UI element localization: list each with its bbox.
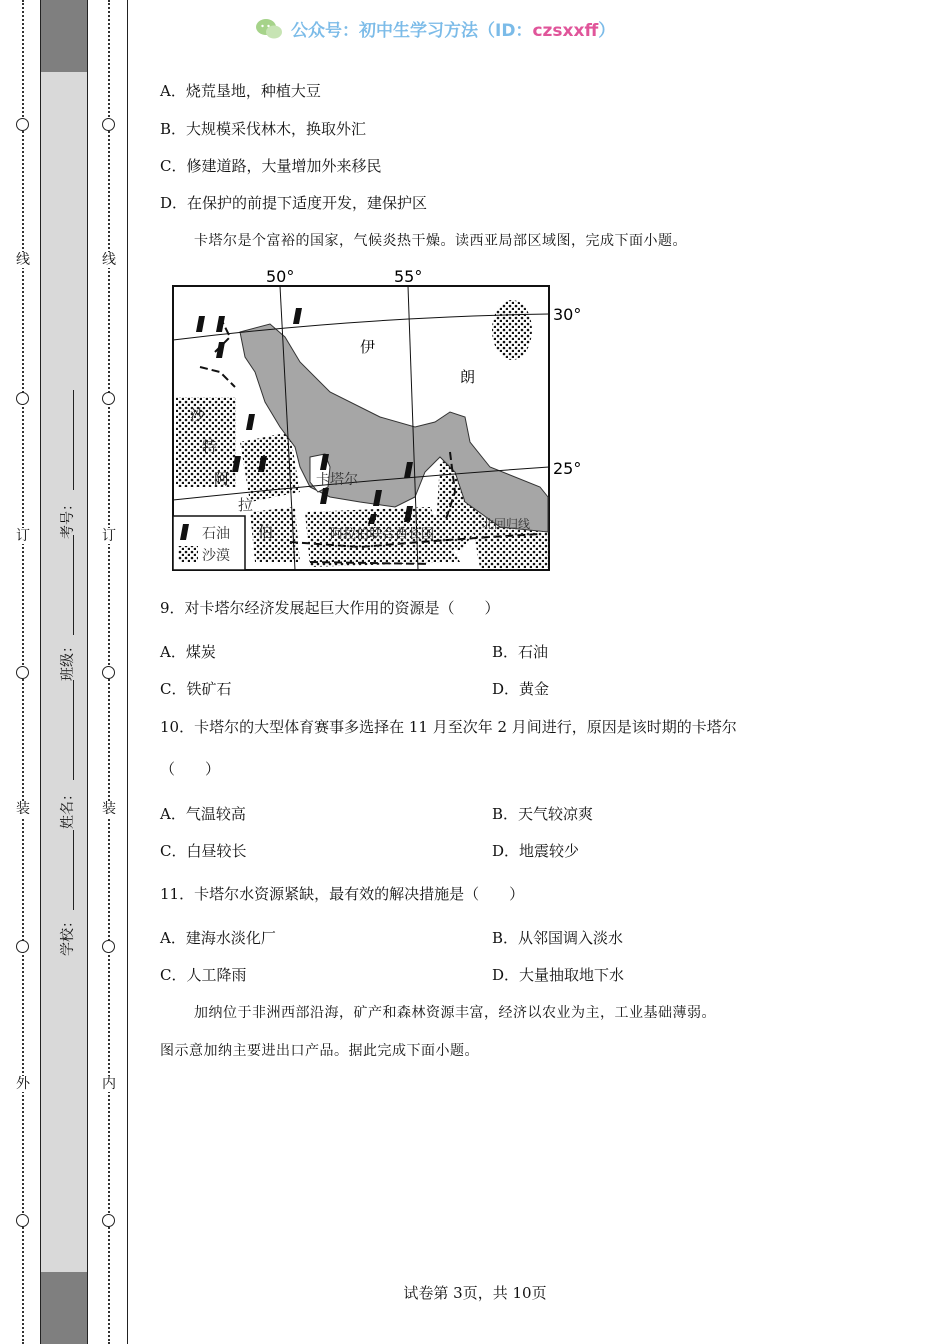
- question-10-option-b[interactable]: B．天气较凉爽: [492, 805, 594, 823]
- question-10-option-c[interactable]: C．白昼较长: [160, 842, 247, 860]
- binding-margin: [0, 0, 130, 1344]
- intro-ghana-1: 加纳位于非洲西部沿海，矿产和森林资源丰富，经济以农业为主，工业基础薄弱。: [194, 1005, 716, 1021]
- watermark: [255, 16, 615, 41]
- prev-option-d: D．在保护的前提下适度开发，建保护区: [160, 194, 428, 212]
- margin-circle: [16, 118, 29, 131]
- watermark-close: ）: [598, 21, 616, 41]
- margin-char-xian-inner: 线: [99, 252, 119, 268]
- margin-circle: [16, 392, 29, 405]
- map-label-uae: 阿拉伯联合酋长国: [330, 527, 435, 542]
- intro-qatar: 卡塔尔是个富裕的国家，气候炎热干燥。读西亚局部区域图，完成下面小题。: [194, 233, 687, 249]
- field-name-underline[interactable]: [73, 680, 74, 780]
- margin-char-zhuang-inner: 装: [99, 801, 119, 817]
- question-10-stem-cont: （ ）: [160, 760, 221, 778]
- lat-label-25: 25°: [553, 459, 582, 478]
- field-class-underline[interactable]: [73, 535, 74, 635]
- wechat-icon: [255, 18, 283, 40]
- field-school-underline[interactable]: [73, 830, 74, 910]
- margin-border-line: [127, 0, 128, 1344]
- field-exam-number-underline[interactable]: [73, 390, 74, 490]
- margin-char-ding: 订: [13, 528, 33, 544]
- question-10-option-d[interactable]: D．地震较少: [492, 842, 580, 860]
- question-11-option-a[interactable]: A．建海水淡化厂: [160, 929, 276, 947]
- margin-char-xian: 线: [13, 252, 33, 268]
- margin-char-wai: 外: [13, 1076, 33, 1092]
- page-footer: 试卷第 3页，共 10页: [403, 1284, 547, 1302]
- margin-char-zhuang: 装: [13, 801, 33, 817]
- prev-option-c: C．修建道路，大量增加外来移民: [160, 157, 382, 175]
- margin-circle: [102, 118, 115, 131]
- west-asia-map: [160, 262, 600, 578]
- map-label-saudi-4: 拉: [238, 496, 254, 514]
- margin-circle: [16, 666, 29, 679]
- legend-desert-label: 沙漠: [202, 548, 230, 564]
- question-9-stem: 9．对卡塔尔经济发展起巨大作用的资源是（ ）: [160, 599, 500, 617]
- field-exam-number-label: 考号：: [60, 497, 76, 539]
- margin-char-ding-inner: 订: [99, 528, 119, 544]
- map-label-iran-2: 朗: [460, 368, 476, 386]
- question-11-stem: 11．卡塔尔水资源紧缺，最有效的解决措施是（ ）: [160, 885, 525, 903]
- margin-circle: [102, 392, 115, 405]
- margin-char-nei: 内: [99, 1076, 119, 1092]
- field-name-label: 姓名：: [60, 787, 76, 829]
- question-9-option-a[interactable]: A．煤炭: [160, 643, 216, 661]
- margin-circle: [102, 940, 115, 953]
- question-10-option-a[interactable]: A．气温较高: [160, 805, 246, 823]
- map-label-iran-1: 伊: [360, 338, 376, 356]
- map-label-saudi-1: 沙: [190, 406, 206, 424]
- margin-circle: [16, 1214, 29, 1227]
- question-11-option-b[interactable]: B．从邻国调入淡水: [492, 929, 624, 947]
- question-9-option-b[interactable]: B．石油: [492, 643, 549, 661]
- question-11-option-c[interactable]: C．人工降雨: [160, 966, 247, 984]
- legend-oil-label: 石油: [202, 526, 230, 542]
- question-9-option-d[interactable]: D．黄金: [492, 680, 550, 698]
- map-label-saudi-5: 伯: [258, 523, 274, 541]
- prev-option-a: A．烧荒垦地，种植大豆: [160, 82, 321, 100]
- desert-area-iran: [492, 300, 532, 360]
- margin-circle: [16, 940, 29, 953]
- map-label-tropic: 北回归线: [482, 517, 531, 531]
- question-11-option-d[interactable]: D．大量抽取地下水: [492, 966, 625, 984]
- watermark-text: 公众号：初中生学习方法（ID：: [291, 21, 533, 41]
- intro-ghana-2: 图示意加纳主要进出口产品。据此完成下面小题。: [160, 1043, 479, 1059]
- field-school-label: 学校：: [60, 914, 76, 956]
- margin-circle: [102, 666, 115, 679]
- field-class-label: 班级：: [60, 639, 76, 681]
- map-label-saudi-2: 特: [202, 438, 218, 456]
- question-9-option-c[interactable]: C．铁矿石: [160, 680, 232, 698]
- watermark-id: czsxxff: [532, 21, 599, 41]
- lon-label-55: 55°: [394, 267, 423, 286]
- lon-label-50: 50°: [266, 267, 295, 286]
- map-label-saudi-3: 阿: [214, 470, 230, 488]
- prev-option-b: B．大规模采伐林木，换取外汇: [160, 120, 367, 138]
- legend-desert-swatch: [178, 546, 198, 562]
- question-10-stem: 10．卡塔尔的大型体育赛事多选择在 11 月至次年 2 月间进行，原因是该时期的卡塔尔: [160, 718, 737, 736]
- lat-label-30: 30°: [553, 305, 582, 324]
- margin-circle: [102, 1214, 115, 1227]
- map-label-qatar: 卡塔尔: [316, 472, 358, 488]
